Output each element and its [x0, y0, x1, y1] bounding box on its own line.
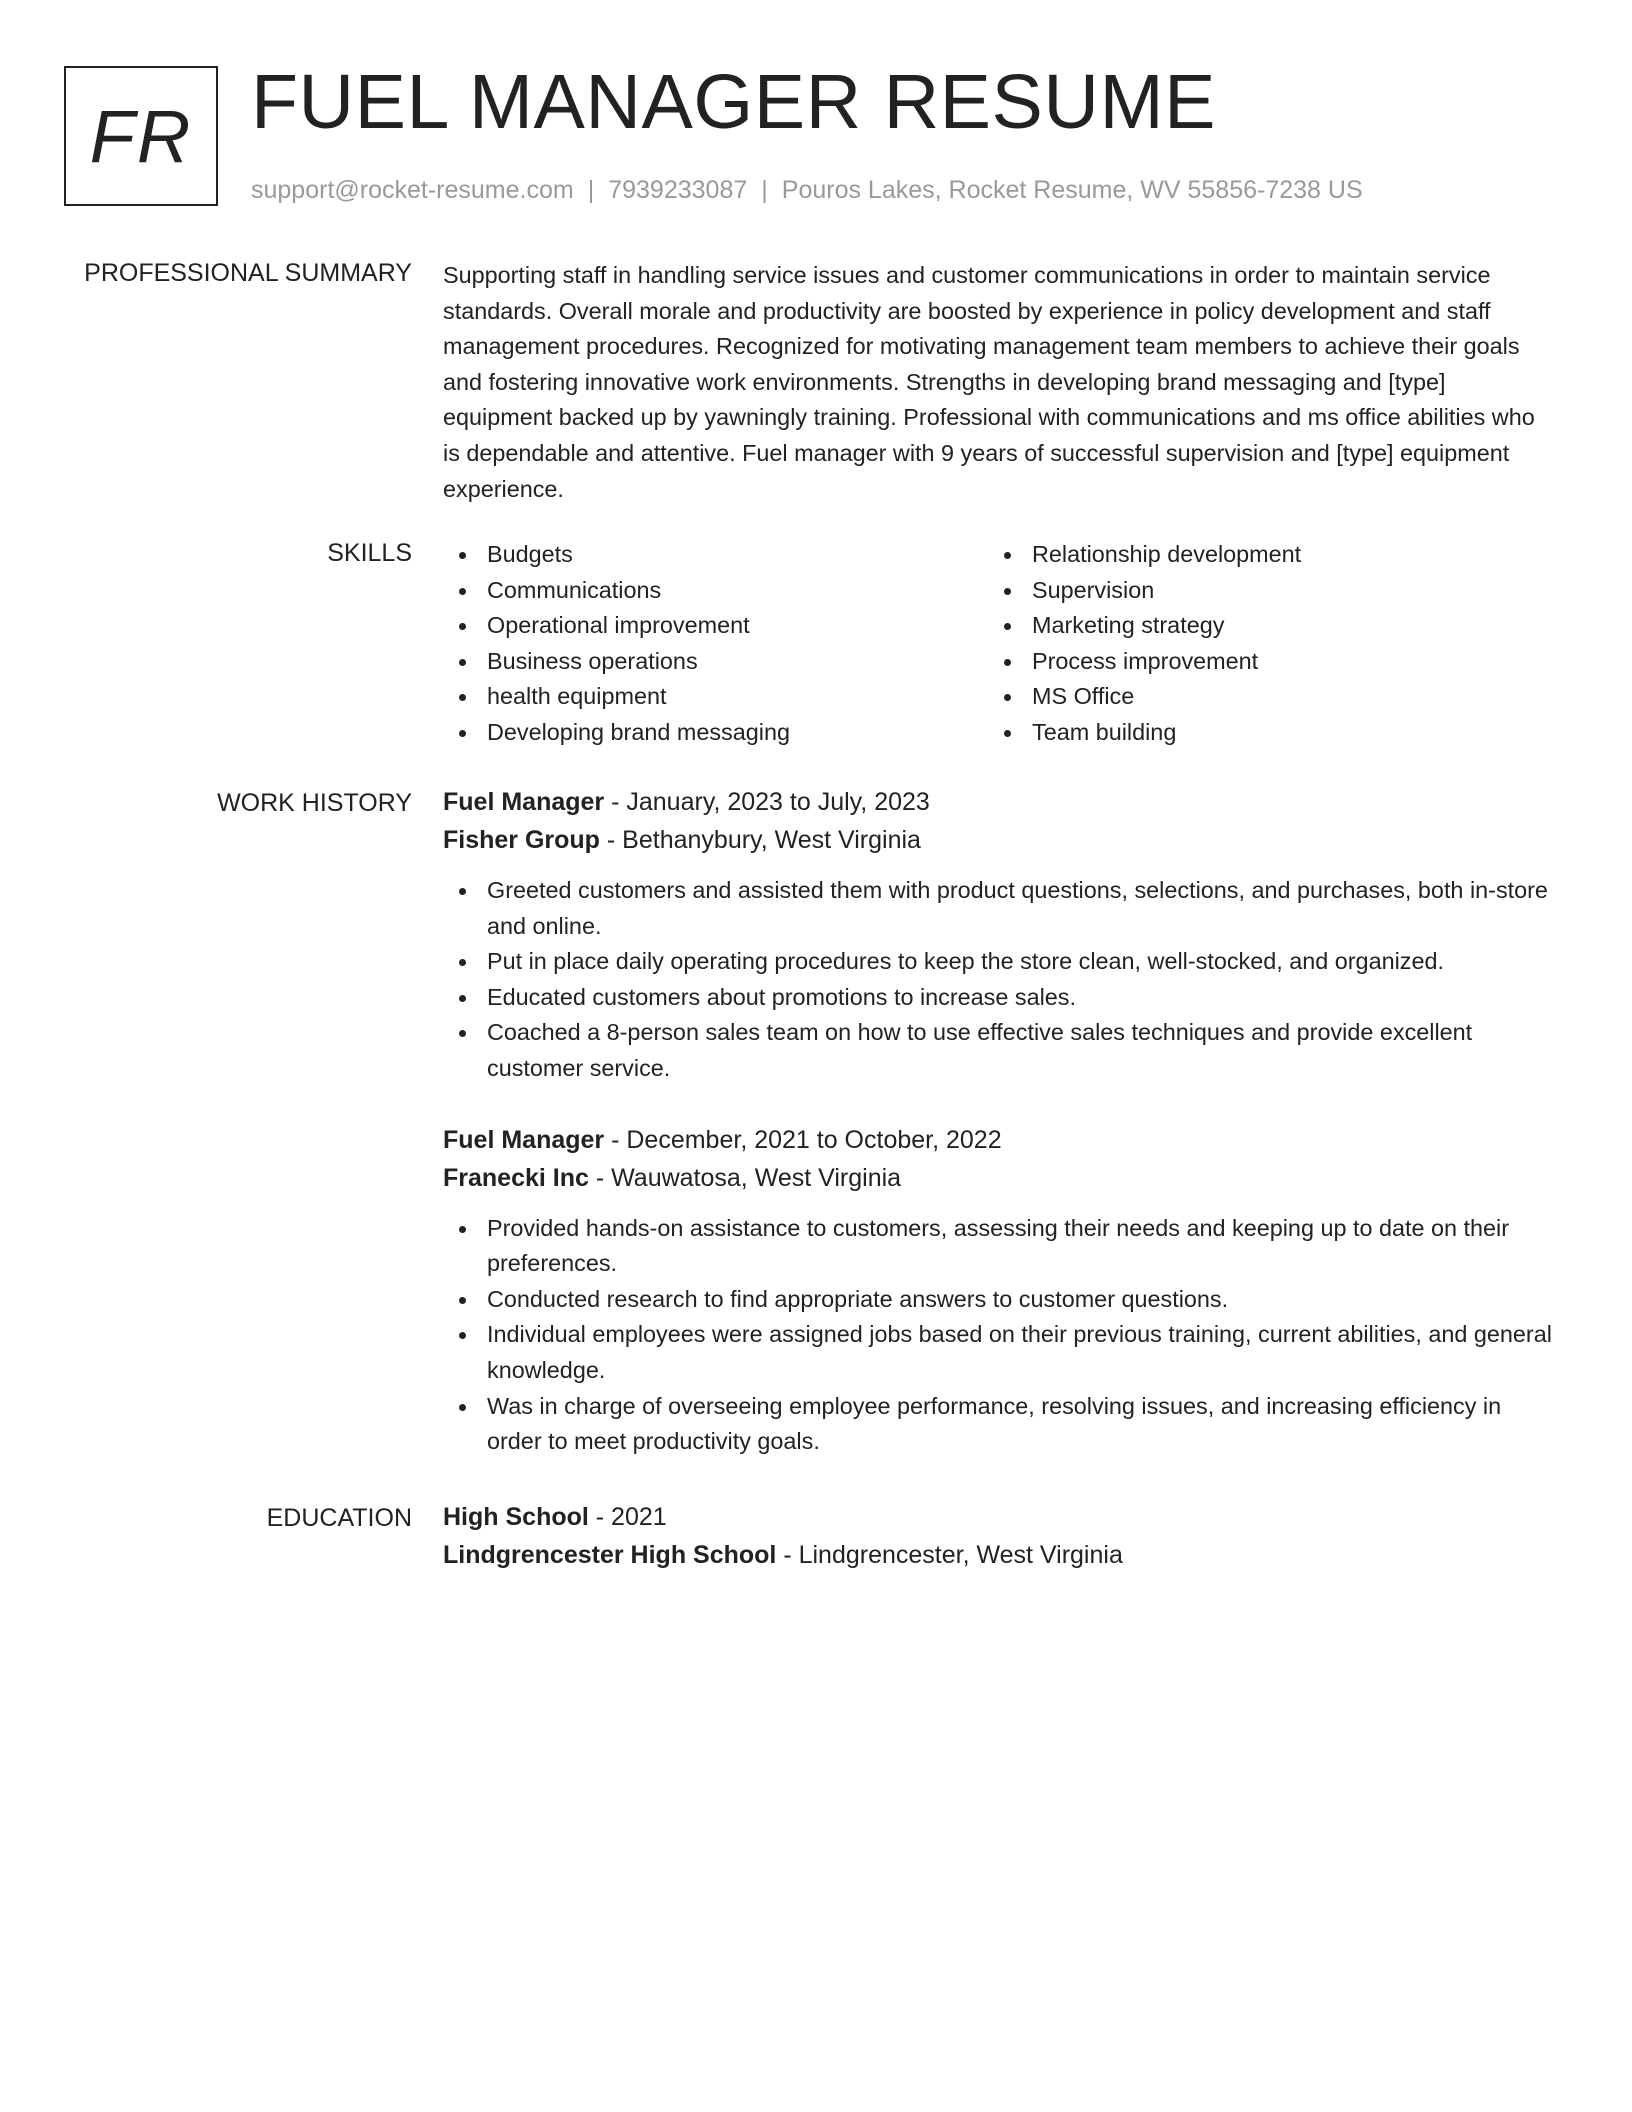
work-body [443, 783, 1553, 1460]
job-company-line [443, 821, 1553, 859]
job-dates: - January, 2023 to July, 2023 [604, 788, 930, 816]
contact-separator: | [587, 176, 595, 204]
list-item: Operational improvement [443, 608, 988, 644]
skills-body [443, 537, 1553, 751]
job-company: Fisher Group [443, 826, 600, 854]
list-item: Team building [988, 715, 1533, 751]
list-item: Provided hands-on assistance to customers, assessing their needs and keeping up to date on their preferences. [443, 1211, 1553, 1282]
job-entry-2 [443, 1121, 1553, 1460]
contact-address: Pouros Lakes, Rocket Resume, WV 55856-7238 US [781, 176, 1363, 204]
job-bullets [443, 1211, 1553, 1460]
list-item: Conducted research to find appropriate answers to customer questions. [443, 1282, 1553, 1318]
skills-columns [443, 537, 1553, 751]
monogram-logo: FR [64, 66, 218, 206]
education-degree: High School [443, 1503, 589, 1531]
list-item: Communications [443, 573, 988, 609]
contact-separator: | [761, 176, 768, 204]
list-item: Relationship development [988, 537, 1533, 573]
job-bullets [443, 873, 1553, 1087]
list-item: Business operations [443, 644, 988, 680]
job-company: Franecki Inc [443, 1163, 589, 1192]
section-label-skills: SKILLS [327, 539, 412, 567]
list-item: Marketing strategy [988, 608, 1533, 644]
summary-body [443, 258, 1553, 507]
list-item: Process improvement [988, 644, 1533, 680]
job-entry-1 [443, 783, 1553, 1087]
section-label-education: EDUCATION [266, 1504, 412, 1532]
section-label-work: WORK HISTORY [217, 789, 412, 817]
education-school-line [443, 1536, 1553, 1574]
list-item: Budgets [443, 537, 988, 573]
list-item: MS Office [988, 679, 1533, 715]
contact-email: support@rocket-resume.com [251, 176, 574, 204]
job-location: - Bethanybury, West Virginia [599, 826, 921, 854]
list-item: Greeted customers and assisted them with product questions, selections, and purchases, both in-store and online. [443, 873, 1553, 944]
job-dates: - December, 2021 to October, 2022 [604, 1125, 1002, 1154]
job-title: Fuel Manager [443, 788, 605, 816]
skills-list-right [988, 537, 1533, 751]
list-item: Was in charge of overseeing employee performance, resolving issues, and increasing efficiency in order to meet productivity goals. [443, 1389, 1553, 1460]
job-title-line [443, 1121, 1553, 1159]
education-year: - 2021 [588, 1503, 667, 1531]
page-title: FUEL MANAGER RESUME [251, 59, 1217, 145]
contact-phone: 7939233087 [608, 176, 748, 204]
list-item: Individual employees were assigned jobs based on their previous training, current abilities, and general knowledge. [443, 1317, 1553, 1388]
contact-line [251, 174, 1363, 206]
list-item: Educated customers about promotions to increase sales. [443, 980, 1553, 1016]
list-item: health equipment [443, 679, 988, 715]
list-item: Supervision [988, 573, 1533, 609]
summary-text: Supporting staff in handling service issues and customer communications in order to maintain service standards. Overall morale and productivity are boosted by experience in policy development and staff management procedures. Recognized for motivating management team members to achieve their goals and fostering innovative work environments. Strengths in developing brand messaging and [type] equipment backed up by yawningly training. Professional with communications and ms office abilities who is dependable and attentive. Fuel manager with 9 years of successful supervision and [type] equipment experience. [443, 262, 1535, 502]
job-title: Fuel Manager [443, 1125, 605, 1154]
list-item: Put in place daily operating procedures to keep the store clean, well-stocked, and organized. [443, 944, 1553, 980]
list-item: Developing brand messaging [443, 715, 988, 751]
job-title-line [443, 783, 1553, 821]
section-label-summary: PROFESSIONAL SUMMARY [84, 259, 412, 287]
education-school: Lindgrencester High School [443, 1541, 777, 1569]
education-degree-line [443, 1498, 1553, 1536]
job-company-line [443, 1159, 1553, 1197]
job-location: - Wauwatosa, West Virginia [588, 1163, 902, 1192]
education-location: - Lindgrencester, West Virginia [776, 1541, 1123, 1569]
education-body [443, 1498, 1553, 1574]
list-item: Coached a 8-person sales team on how to use effective sales techniques and provide excellent customer service. [443, 1015, 1553, 1086]
skills-list-left [443, 537, 988, 751]
